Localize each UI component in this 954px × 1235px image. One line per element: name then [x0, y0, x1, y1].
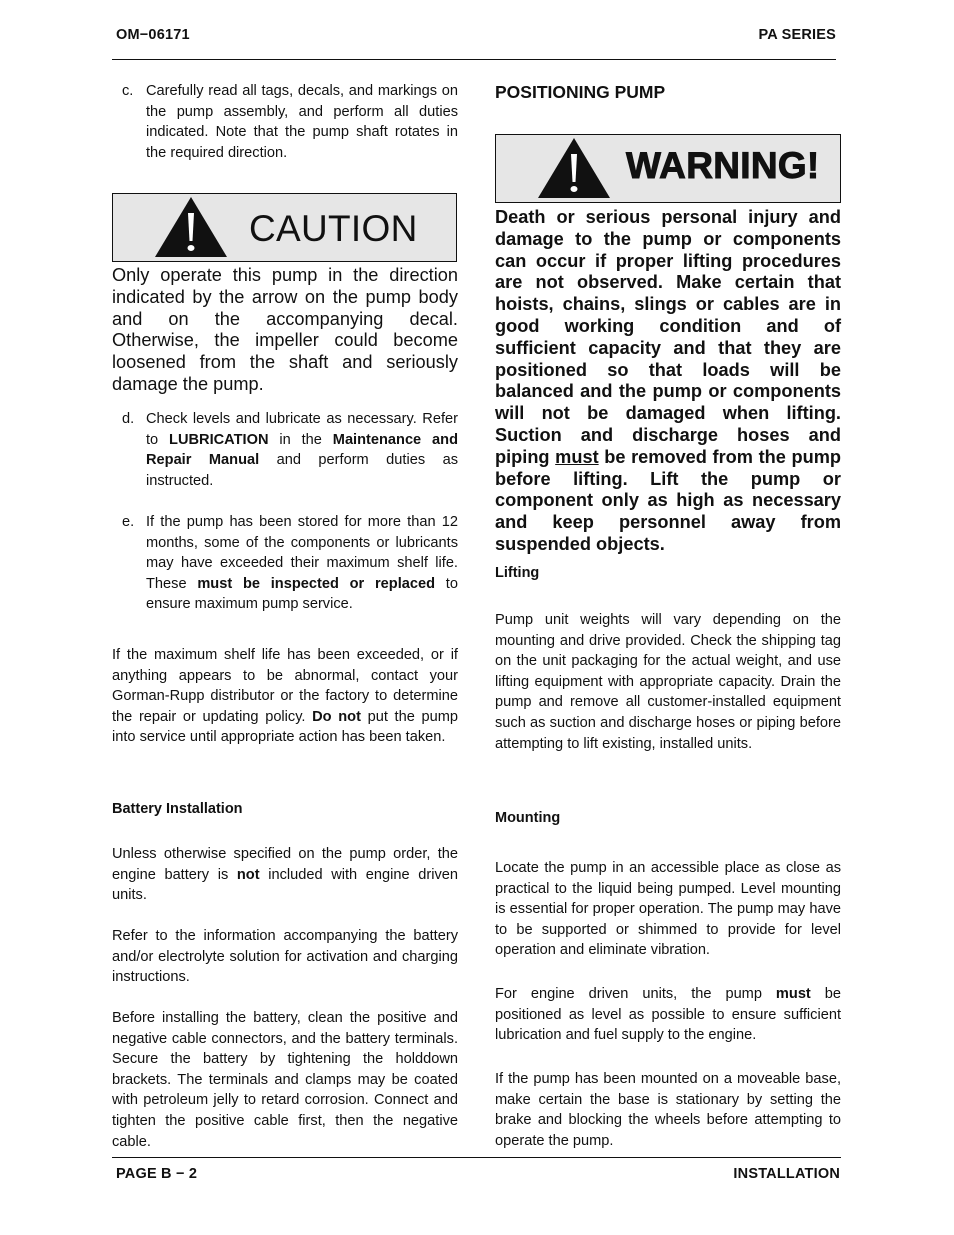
warning-text: Death or serious personal injury and damage to the pump or components can occur if proper lifting procedures are not observed. Make certain that hoists, chains, slings or cables are in good working condition and of sufficient capacity and that they are positioned so that loads will be balanced and the pump or components will not be damaged when lifting. Suction and discharge hoses and piping must be removed from the pump before lifting. Lift the pump or component only as high as necessary and keep personnel away from suspended objects. — [495, 207, 841, 554]
warning-exclamation-triangle-icon — [536, 136, 612, 200]
list-item-e — [112, 512, 458, 615]
item-label: c. — [122, 83, 134, 99]
mounting-paragraph-2: For engine driven units, the pump must be positioned as level as possible to ensure sufficient lubrication and fuel supply to the engine. — [495, 986, 841, 1044]
warning-title: WARNING! — [626, 145, 820, 186]
footer-rule — [112, 1157, 841, 1158]
mounting-heading: Mounting — [495, 810, 561, 826]
warning-box — [495, 134, 841, 203]
lifting-heading: Lifting — [495, 565, 540, 581]
section-name: INSTALLATION — [733, 1166, 840, 1182]
caution-title: CAUTION — [249, 208, 418, 249]
item-text: Carefully read all tags, decals, and markings on the pump assembly, and perform all duties indicated. Note that the pump shaft rotates in the required direction. — [146, 83, 458, 161]
series-name: PA SERIES — [758, 27, 836, 43]
page-number: PAGE B − 2 — [116, 1166, 198, 1182]
section-heading: POSITIONING PUMP — [495, 82, 666, 102]
item-label: d. — [122, 411, 135, 427]
caution-exclamation-triangle-icon — [153, 195, 229, 259]
doc-number: OM−06171 — [116, 27, 190, 43]
mounting-paragraph-3: If the pump has been mounted on a moveable base, make certain the base is stationary by setting the brake and blocking the wheels before attempting to operate the pump. — [495, 1071, 841, 1149]
mounting-paragraph-1: Locate the pump in an accessible place as close as practical to the liquid being pumped. Level mounting is essential for proper operation. The pump may have to be supported or shimmed to provide for level operation and eliminate vibration. — [495, 860, 841, 959]
item-text: Check levels and lubricate as necessary. Refer to LUBRICATION in the Maintenance and Repair Manual and perform duties as instructed. — [146, 411, 458, 489]
header-rule — [112, 59, 836, 60]
item-text: If the pump has been stored for more than 12 months, some of the components or lubricants may have exceeded their maximum shelf life. These must be inspected or replaced to ensure maximum pump service. — [146, 514, 458, 613]
list-item-c — [112, 81, 458, 163]
item-label: e. — [122, 514, 135, 530]
battery-paragraph-3: Before installing the battery, clean the positive and negative cable connectors, and the battery terminals. Secure the battery by tightening the holddown brackets. The terminals and clamps may be coated with petroleum jelly to retard corrosion. Connect and tighten the positive cable first, then the negative cable. — [112, 1010, 458, 1150]
lifting-paragraph: Pump unit weights will vary depending on the mounting and drive provided. Check the shipping tag on the unit packaging for the actual weight, and use lifting equipment with appropriate capacity. Drain the pump and remove all customer-installed equipment such as suction and discharge hoses or piping before attempting to lift existing, installed units. — [495, 612, 841, 752]
battery-paragraph-1: Unless otherwise specified on the pump order, the engine battery is not included with engine driven units. — [112, 846, 458, 904]
battery-heading: Battery Installation — [112, 801, 243, 817]
shelf-life-paragraph: If the maximum shelf life has been exceeded, or if anything appears to be abnormal, contact your Gorman-Rupp distributor or the factory to determine the repair or updating policy. Do not put the pump into service until appropriate action has been taken. — [112, 647, 459, 746]
list-item-d — [112, 409, 458, 491]
caution-text: Only operate this pump in the direction indicated by the arrow on the pump body and on the accompanying decal. Otherwise, the impeller could become loosened from the shaft and seriously damage the pump. — [112, 265, 458, 394]
caution-box — [112, 193, 457, 262]
battery-paragraph-2: Refer to the information accompanying the battery and/or electrolyte solution for activation and charging instructions. — [112, 928, 458, 986]
